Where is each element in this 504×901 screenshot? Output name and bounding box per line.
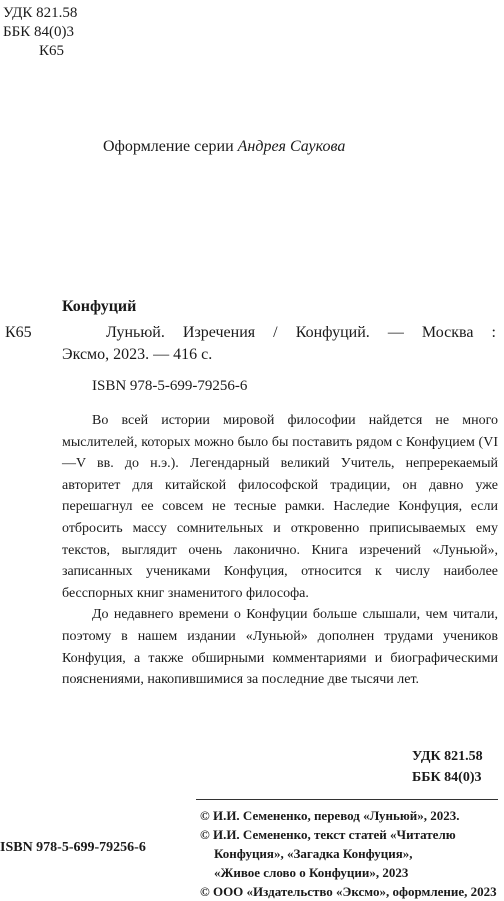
bottom-classification-codes [412, 746, 483, 788]
udk-code: УДК 821.58 [3, 5, 78, 21]
copyright-line-4: «Живое слово о Конфуции», 2023 [214, 865, 409, 880]
copyright-block [200, 806, 497, 901]
catalog-isbn: ISBN 978-5-699-79256-6 [92, 378, 248, 394]
bbk-code: ББК 84(0)3 [3, 24, 74, 40]
udk-code-bottom: УДК 821.58 [412, 749, 483, 764]
top-classification-codes [3, 4, 77, 61]
copyright-line-1: © И.И. Семененко, перевод «Луньюй», 2023. [200, 808, 460, 823]
catalog-author: Конфуций [62, 298, 137, 315]
copyright-line-2: © И.И. Семененко, текст статей «Читателю [200, 827, 456, 842]
designer-name: Андрея Саукова [237, 138, 346, 155]
copyright-divider [196, 799, 498, 800]
abstract-paragraph-1: Во всей истории мировой философии найдется не много мыслителей, которых можно было бы поставить рядом с Конфуцием (VI—V вв. до н.э.). Легендарный великий Учитель, непререкаемый авторитет для китайской философской традиции, он давно уже перешагнул ее совсем не тесные рамки. Наследие Конфуция, если отбросить массу сомнительных и откровенно приписываемых ему текстов, выглядит очень лаконично. Книга изречений «Луньюй», записанных учениками Конфуция, относится к числу наиболее бесспорных книг знаменитого философа. [62, 413, 498, 601]
copyright-line-5: © ООО «Издательство «Эксмо», оформление, 2023 [200, 884, 497, 899]
bbk-code-bottom: ББК 84(0)3 [412, 770, 482, 785]
bottom-isbn: ISBN 978-5-699-79256-6 [0, 840, 146, 855]
abstract [62, 410, 498, 691]
author-mark: К65 [39, 43, 65, 59]
catalog-title-line-2: Эксмо, 2023. — 416 с. [62, 346, 213, 363]
series-design-credit [103, 138, 345, 156]
design-label: Оформление серии [103, 138, 234, 155]
catalog-title-line-1: Луньюй. Изречения / Конфуций. — Москва : [106, 324, 496, 341]
abstract-paragraph-2: До недавнего времени о Конфуции больше слышали, чем читали, поэтому в нашем издании «Луньюй» дополнен трудами учеников Конфуция, а также обширными комментариями и биографическими пояснениями, накопившимися за последние две тысячи лет. [62, 607, 498, 688]
catalog-author-mark: К65 [5, 324, 32, 341]
copyright-line-3: Конфуция», «Загадка Конфуция», [214, 846, 413, 861]
